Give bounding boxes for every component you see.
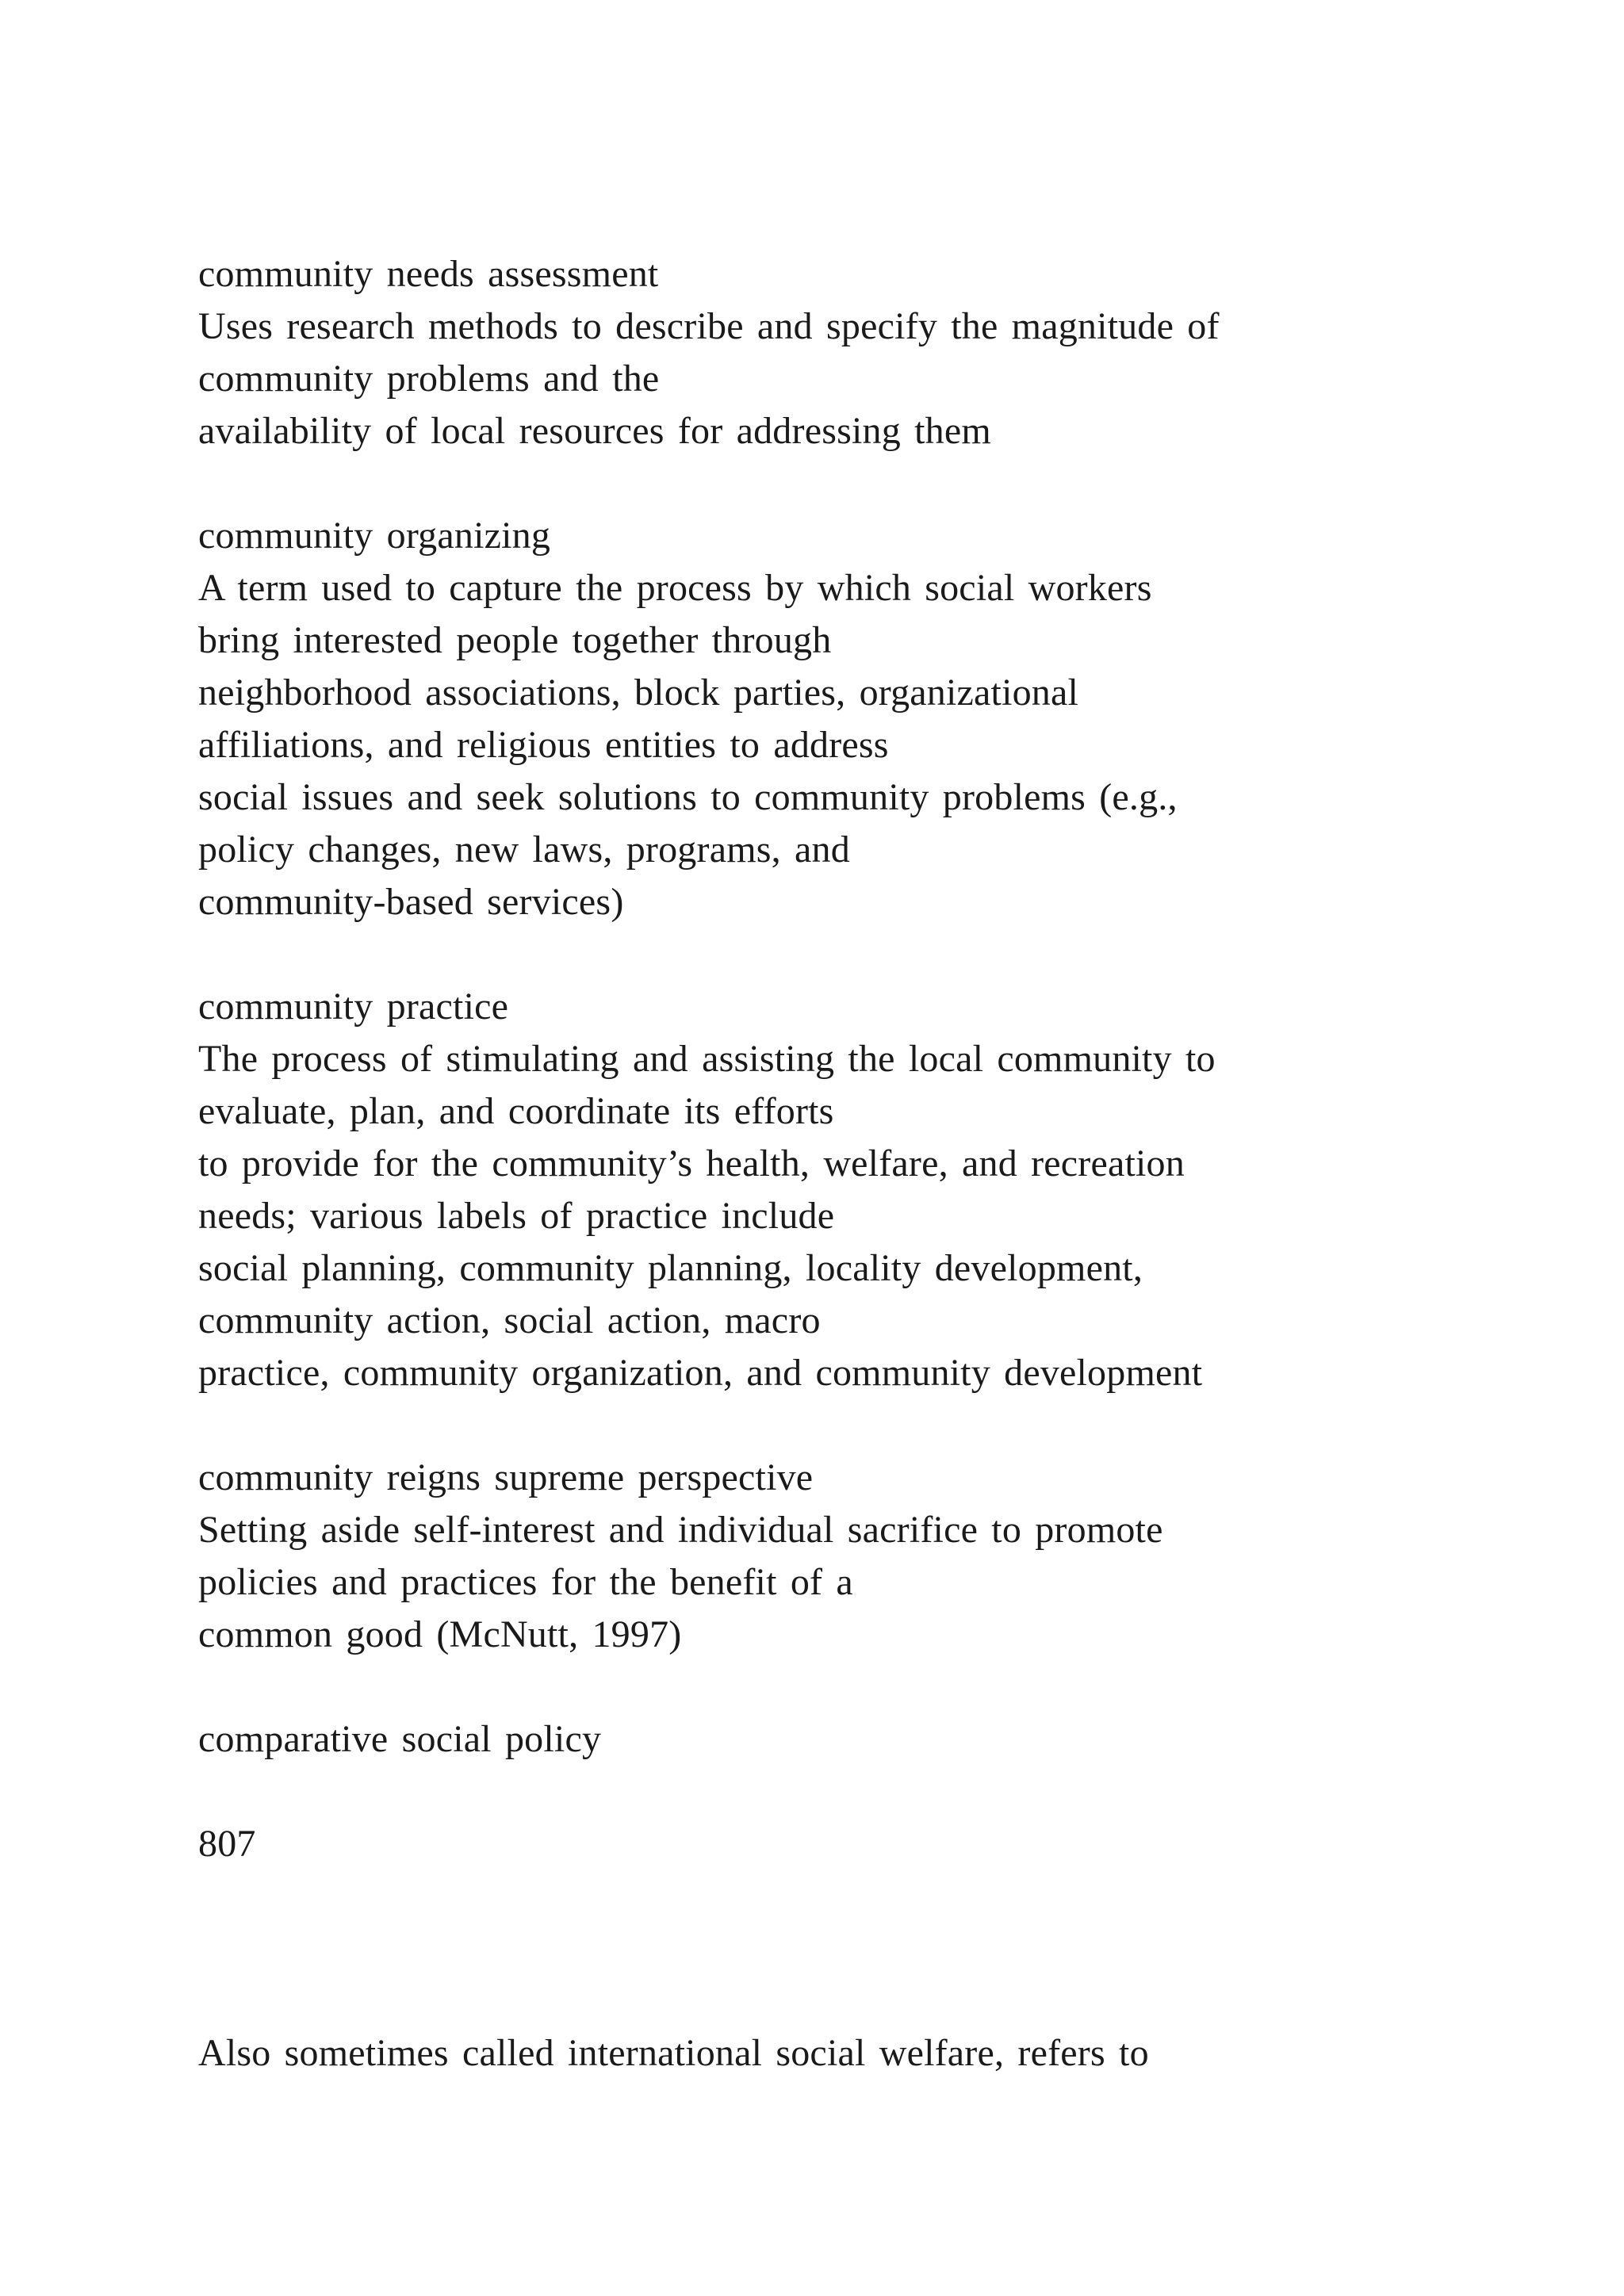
definition-line: to provide for the community’s health, welfare, and recreation xyxy=(198,1142,1185,1184)
term-community-organizing: community organizing xyxy=(198,515,551,557)
term-community-practice: community practice xyxy=(198,985,509,1027)
definition-line: community-based services) xyxy=(198,881,624,923)
definition-line: common good (McNutt, 1997) xyxy=(198,1613,682,1655)
definition-line: The process of stimulating and assisting the local community to xyxy=(198,1038,1216,1080)
definition-line: availability of local resources for addressing them xyxy=(198,410,991,452)
definition-line: A term used to capture the process by which social workers xyxy=(198,567,1152,609)
definition-line: Also sometimes called international social welfare, refers to xyxy=(198,2032,1149,2074)
definition-line: social issues and seek solutions to community problems (e.g., xyxy=(198,776,1178,818)
definition-line: Setting aside self-interest and individual sacrifice to promote xyxy=(198,1509,1163,1551)
definition-line: Uses research methods to describe and specify the magnitude of xyxy=(198,305,1220,347)
definition-line: policies and practices for the benefit of a xyxy=(198,1561,853,1603)
term-community-reigns-supreme-perspective: community reigns supreme perspective xyxy=(198,1456,814,1498)
definition-line: needs; various labels of practice include xyxy=(198,1195,835,1237)
definition-line: affiliations, and religious entities to address xyxy=(198,724,889,766)
definition-line: policy changes, new laws, programs, and xyxy=(198,828,850,871)
definition-line: community action, social action, macro xyxy=(198,1299,821,1341)
term-community-needs-assessment: community needs assessment xyxy=(198,253,659,295)
definition-line: bring interested people together through xyxy=(198,619,832,661)
definition-line: community problems and the xyxy=(198,358,660,400)
page-number: 807 xyxy=(198,1823,256,1865)
definition-line: neighborhood associations, block parties, organizational xyxy=(198,672,1079,714)
definition-line: practice, community organization, and community development xyxy=(198,1352,1203,1394)
definition-line: evaluate, plan, and coordinate its efforts xyxy=(198,1090,834,1132)
definition-line: social planning, community planning, locality development, xyxy=(198,1247,1143,1289)
term-comparative-social-policy: comparative social policy xyxy=(198,1718,602,1760)
